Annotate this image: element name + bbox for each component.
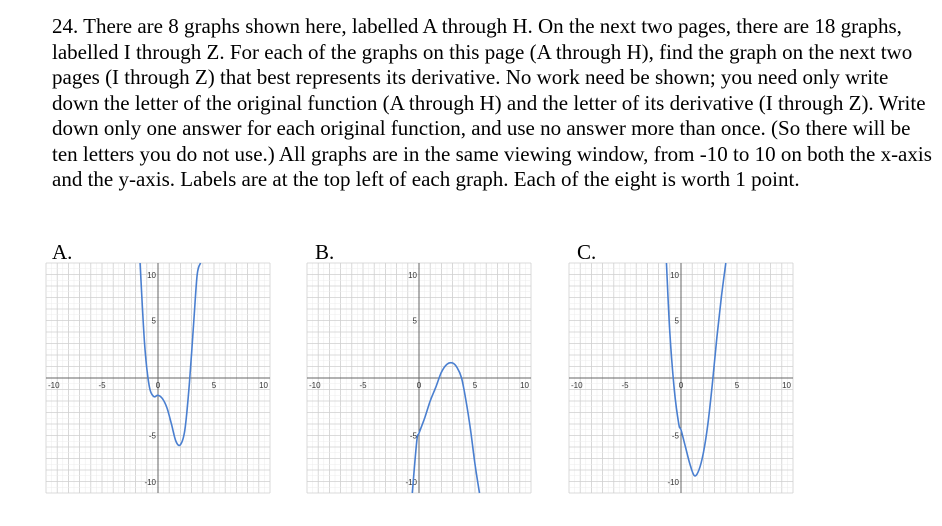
y-tick-label: 5 <box>412 316 417 326</box>
x-tick-label: 5 <box>211 381 217 390</box>
graph-c <box>569 263 793 493</box>
y-tick-label: -10 <box>405 478 417 487</box>
y-tick-label: -10 <box>144 478 156 487</box>
y-tick-label: 10 <box>670 271 679 280</box>
y-tick-label: 5 <box>151 316 156 326</box>
x-tick-label: 5 <box>734 381 740 390</box>
x-tick-label: -5 <box>359 381 367 390</box>
x-tick-label: 0 <box>155 381 161 390</box>
graph-a <box>46 263 270 493</box>
y-tick-label: -5 <box>671 431 679 441</box>
x-tick-label: 0 <box>678 381 684 390</box>
x-tick-label: 10 <box>520 381 529 390</box>
x-tick-label: -10 <box>48 381 60 390</box>
y-tick-label: 5 <box>674 316 679 326</box>
y-tick-label: 10 <box>408 271 417 280</box>
graph-label-c: C. <box>577 240 597 264</box>
x-tick-label: 0 <box>416 381 422 390</box>
graph-label-a: A. <box>52 240 73 264</box>
x-tick-label: -5 <box>621 381 629 390</box>
graph-b-plot <box>307 263 531 493</box>
graph-label-b: B. <box>315 240 335 264</box>
graph-a-plot <box>46 263 270 493</box>
y-tick-label: -5 <box>148 431 156 441</box>
x-tick-label: -10 <box>571 381 583 390</box>
x-tick-label: -5 <box>98 381 106 390</box>
graph-b <box>307 263 531 493</box>
x-tick-label: -10 <box>309 381 321 390</box>
x-tick-label: 10 <box>782 381 791 390</box>
x-tick-label: 10 <box>259 381 268 390</box>
x-tick-label: 5 <box>472 381 478 390</box>
y-tick-label: -10 <box>667 478 679 487</box>
y-tick-label: -5 <box>409 431 417 441</box>
y-tick-label: 10 <box>147 271 156 280</box>
graph-c-plot <box>569 263 793 493</box>
problem-text: 24. There are 8 graphs shown here, labelled A through H. On the next two pages, there are 18 graphs, labelled I through Z. For each of the graphs on this page (A through H), find the graph on the next two pages (I through Z) that best represents its derivative. No work need be shown; you need only write down the letter of the original function (A through H) and the letter of its derivative (I through Z). Write down only one answer for each original function, and use no answer more than once. (So there will be ten letters you do not use.) All graphs are in the same viewing window, from -10 to 10 on both the x-axis and the y-axis. Labels are at the top left of each graph. Each of the eight is worth 1 point. <box>52 14 932 191</box>
